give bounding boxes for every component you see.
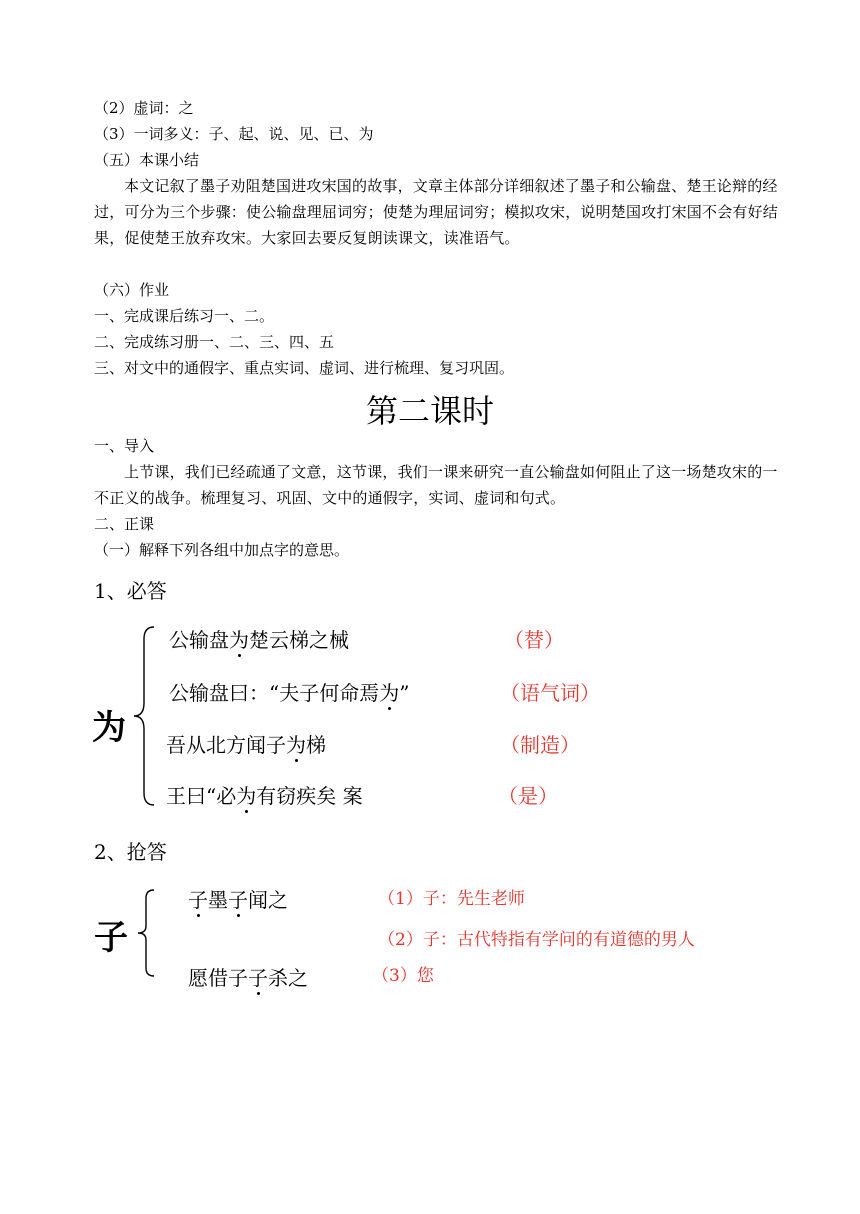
task-instruction: （一）解释下列各组中加点字的意思。 [94, 541, 350, 559]
q1-answer-4: （是） [498, 784, 558, 808]
line-function-word: （2）虚词：之 [94, 99, 194, 117]
intro-paragraph: 上节课，我们已经疏通了文意，这节课，我们一课来研究一直公输盘如何阻止了这一场楚攻宋的一不正义的战争。梳理复习、巩固、文中的通假字，实词、虚词和句式。 [94, 463, 778, 507]
q2-answer-1: （1）子：先生老师 [378, 889, 525, 909]
q2-label: 2、抢答 [94, 840, 167, 864]
q1-answer-1: （替） [504, 628, 564, 652]
q1-answer-2: （语气词） [500, 681, 600, 705]
q1-answer-3: （制造） [500, 733, 580, 757]
q2-answer-3: （3）您 [372, 966, 434, 986]
heading-main: 二、正课 [94, 515, 155, 533]
homework-item-1: 一、完成课后练习一、二。 [94, 307, 275, 325]
q2-character: 子 [94, 918, 128, 958]
q1-sentence-1: 公输盘为楚云梯之械 [169, 628, 349, 652]
q1-character: 为 [92, 708, 126, 748]
q2-sentence-3: 愿借子子杀之 [188, 966, 308, 990]
line-polysemy: （3）一词多义：子、起、说、见、已、为 [94, 125, 374, 143]
q1-sentence-4: 王曰“必为有窃疾矣 案 [166, 784, 363, 808]
q2-sentence-1: 子墨子闻之 [188, 888, 288, 912]
homework-item-3: 三、对文中的通假字、重点实词、虚词、进行梳理、复习巩固。 [94, 359, 515, 377]
heading-intro: 一、导入 [94, 437, 155, 455]
q2-brace [132, 888, 158, 978]
q1-brace [130, 625, 160, 807]
heading-homework: （六）作业 [94, 281, 170, 299]
q1-label: 1、必答 [94, 579, 167, 603]
section-title: 第二课时 [365, 392, 494, 430]
homework-item-2: 二、完成练习册一、二、三、四、五 [94, 333, 335, 351]
q1-sentence-3: 吾从北方闻子为梯 [166, 733, 326, 757]
summary-paragraph: 本文记叙了墨子劝阻楚国进攻宋国的故事，文章主体部分详细叙述了墨子和公输盘、楚王论辩的经过，可分为三个步骤：使公输盘理屈词穷；使楚为理屈词穷；模拟攻宋，说明楚国攻打宋国不会有好结果，促使楚王放弃攻宋。大家回去要反复朗读课文，读准语气。 [94, 177, 779, 247]
q1-sentence-2: 公输盘曰：“夫子何命焉为” [169, 681, 410, 705]
heading-summary: （五）本课小结 [94, 151, 200, 169]
q2-answer-2: （2）子：古代特指有学问的有道德的男人 [378, 930, 695, 950]
